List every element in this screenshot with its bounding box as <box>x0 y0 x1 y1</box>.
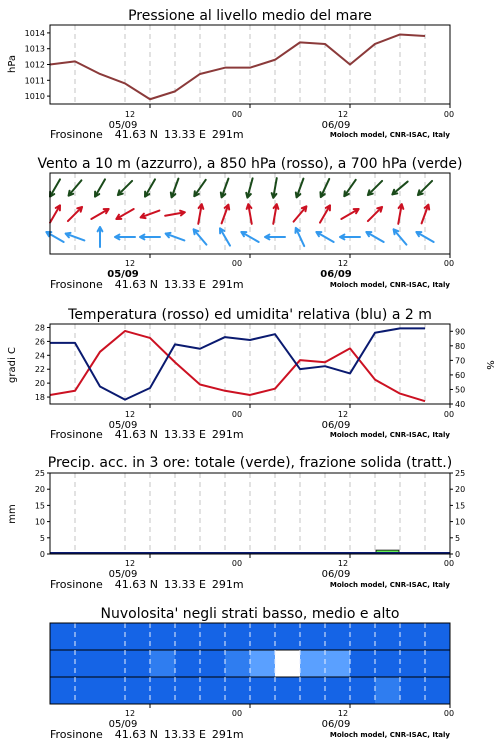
pressure-date-2: 06/09 <box>321 120 351 131</box>
precip-right-ytick-label: 5 <box>455 533 461 543</box>
cloud-cell-basso <box>125 677 151 704</box>
cloud-cell-alto <box>175 623 201 650</box>
precip-xtick-4: 00 <box>443 559 455 568</box>
temperature-ytick-label: 24 <box>34 351 45 361</box>
cloud-cell-medio <box>175 650 201 677</box>
cloud-cell-alto <box>150 623 176 650</box>
precip-ytick-label: 15 <box>34 501 45 511</box>
cloud-cell-medio <box>375 650 401 677</box>
pressure-xtick-1: 12 <box>124 110 136 119</box>
cloud-cell-alto <box>325 623 351 650</box>
wind-xtick-1: 12 <box>124 259 136 268</box>
cloud-cell-medio <box>75 650 101 677</box>
humidity-ylabel: % <box>484 360 495 370</box>
cloud-cell-basso <box>175 677 201 704</box>
humidity-ytick-label: 90 <box>455 327 466 337</box>
cloud-cell-basso <box>200 677 226 704</box>
precip-ytick-label: 20 <box>34 485 45 495</box>
clouds-credit: Moloch model, CNR-ISAC, Italy <box>329 731 450 739</box>
temperature-ytick-label: 20 <box>34 379 45 389</box>
precip-location: Frosinone 41.63 N 13.33 E 291m <box>50 578 244 591</box>
cloud-cell-alto <box>100 623 126 650</box>
cloud-cell-basso <box>400 677 426 704</box>
cloud-cell-alto <box>425 623 451 650</box>
panel-temperature <box>7 307 495 441</box>
cloud-cell-alto <box>300 623 326 650</box>
cloud-cell-alto <box>200 623 226 650</box>
temperature-ylabel: gradi C <box>7 347 18 383</box>
cloud-cell-alto <box>400 623 426 650</box>
pressure-xtick-2: 00 <box>231 110 243 119</box>
precip-xtick-1: 12 <box>124 559 136 568</box>
humidity-ytick-label: 50 <box>455 385 466 395</box>
wind-date-2: 06/09 <box>320 269 352 280</box>
pressure-location: Frosinone 41.63 N 13.33 E 291m <box>50 128 244 141</box>
cloud-cell-basso <box>225 677 251 704</box>
panel-clouds <box>50 606 454 741</box>
cloud-cell-medio <box>350 650 376 677</box>
clouds-xtick-3: 12 <box>337 709 349 718</box>
humidity-ytick-label: 40 <box>455 400 466 409</box>
precip-right-ytick-label: 25 <box>455 469 466 478</box>
precip-right-ytick-label: 15 <box>455 501 466 511</box>
precip-xtick-3: 12 <box>337 559 349 568</box>
temperature-ytick-label: 28 <box>34 323 45 333</box>
cloud-cell-medio <box>200 650 226 677</box>
wind-credit: Moloch model, CNR-ISAC, Italy <box>329 281 450 289</box>
humidity-ytick-label: 70 <box>455 356 466 366</box>
cloud-cell-medio <box>225 650 251 677</box>
precip-ytick-label: 5 <box>39 533 45 543</box>
cloud-cell-medio <box>125 650 151 677</box>
pressure-ytick-label: 1013 <box>24 44 45 54</box>
cloud-cell-alto <box>375 623 401 650</box>
pressure-ylabel: hPa <box>7 54 18 74</box>
clouds-date-2: 06/09 <box>321 719 351 730</box>
clouds-title: Nuvolosita' negli strati basso, medio e alto <box>100 606 400 622</box>
clouds-date-1: 05/09 <box>108 719 138 730</box>
wind-xtick-3: 12 <box>337 259 349 268</box>
precip-ylabel: mm <box>7 504 18 524</box>
cloud-cell-medio <box>275 650 301 677</box>
wind-xtick-4: 00 <box>443 259 455 268</box>
panel-precipitation <box>7 455 465 591</box>
pressure-ytick-label: 1010 <box>24 92 45 102</box>
cloud-cell-medio <box>425 650 451 677</box>
cloud-cell-medio <box>250 650 276 677</box>
cloud-cell-medio <box>50 650 76 677</box>
precip-right-ytick-label: 20 <box>455 485 466 495</box>
cloud-cell-alto <box>350 623 376 650</box>
temperature-xtick-2: 00 <box>231 410 243 419</box>
pressure-xtick-3: 12 <box>337 110 349 119</box>
cloud-cell-alto <box>125 623 151 650</box>
clouds-xtick-2: 00 <box>231 709 243 718</box>
temperature-date-1: 05/09 <box>108 420 138 431</box>
pressure-ytick-label: 1014 <box>24 28 45 38</box>
cloud-cell-alto <box>250 623 276 650</box>
clouds-location: Frosinone 41.63 N 13.33 E 291m <box>50 728 244 741</box>
temperature-credit: Moloch model, CNR-ISAC, Italy <box>329 431 450 439</box>
cloud-cell-basso <box>375 677 401 704</box>
precip-date-1: 05/09 <box>108 569 138 580</box>
precip-ytick-label: 0 <box>39 550 45 559</box>
temperature-xtick-4: 00 <box>443 410 455 419</box>
temperature-ytick-label: 18 <box>34 393 45 403</box>
temperature-location: Frosinone 41.63 N 13.33 E 291m <box>50 428 244 441</box>
cloud-cell-basso <box>325 677 351 704</box>
pressure-credit: Moloch model, CNR-ISAC, Italy <box>329 131 450 139</box>
precip-ytick-label: 10 <box>34 517 45 527</box>
pressure-xtick-4: 00 <box>443 110 455 119</box>
pressure-ytick-label: 1011 <box>24 76 45 86</box>
temperature-xtick-1: 12 <box>124 410 136 419</box>
clouds-xtick-4: 00 <box>443 709 455 718</box>
pressure-ytick-label: 1012 <box>24 60 45 70</box>
panel-wind <box>37 156 462 291</box>
cloud-cell-medio <box>400 650 426 677</box>
panel-pressure <box>7 8 454 141</box>
temperature-ytick-label: 26 <box>34 337 45 347</box>
cloud-cell-basso <box>75 677 101 704</box>
precip-right-ytick-label: 0 <box>455 550 461 559</box>
cloud-cell-medio <box>100 650 126 677</box>
humidity-ytick-label: 80 <box>455 341 466 351</box>
wind-title: Vento a 10 m (azzurro), a 850 hPa (rosso), a 700 hPa (verde) <box>37 156 463 172</box>
wind-xtick-2: 00 <box>231 259 243 268</box>
temperature-xtick-3: 12 <box>337 410 349 419</box>
cloud-cell-basso <box>300 677 326 704</box>
pressure-title: Pressione al livello medio del mare <box>128 8 372 24</box>
precip-xtick-2: 00 <box>231 559 243 568</box>
temperature-title: Temperatura (rosso) ed umidita' relativa (blu) a 2 m <box>68 307 432 323</box>
cloud-cell-medio <box>325 650 351 677</box>
temperature-ytick-label: 22 <box>34 365 45 375</box>
cloud-cell-alto <box>225 623 251 650</box>
cloud-cell-medio <box>150 650 176 677</box>
precip-title: Precip. acc. in 3 ore: totale (verde), frazione solida (tratt.) <box>47 455 453 471</box>
wind-location: Frosinone 41.63 N 13.33 E 291m <box>50 278 244 291</box>
cloud-cell-medio <box>300 650 326 677</box>
cloud-cell-basso <box>425 677 451 704</box>
humidity-ytick-label: 60 <box>455 370 466 380</box>
wind-date-1: 05/09 <box>107 269 139 280</box>
cloud-cell-basso <box>250 677 276 704</box>
pressure-date-1: 05/09 <box>108 120 138 131</box>
precip-credit: Moloch model, CNR-ISAC, Italy <box>329 581 450 589</box>
cloud-cell-basso <box>350 677 376 704</box>
cloud-cell-alto <box>75 623 101 650</box>
temperature-date-2: 06/09 <box>321 420 351 431</box>
cloud-cell-alto <box>275 623 301 650</box>
cloud-cell-basso <box>150 677 176 704</box>
cloud-cell-basso <box>100 677 126 704</box>
precip-right-ytick-label: 10 <box>455 517 466 527</box>
cloud-cell-basso <box>50 677 76 704</box>
cloud-cell-basso <box>275 677 301 704</box>
precip-date-2: 06/09 <box>321 569 351 580</box>
clouds-xtick-1: 12 <box>124 709 136 718</box>
cloud-cell-alto <box>50 623 76 650</box>
precip-ytick-label: 25 <box>34 469 45 478</box>
